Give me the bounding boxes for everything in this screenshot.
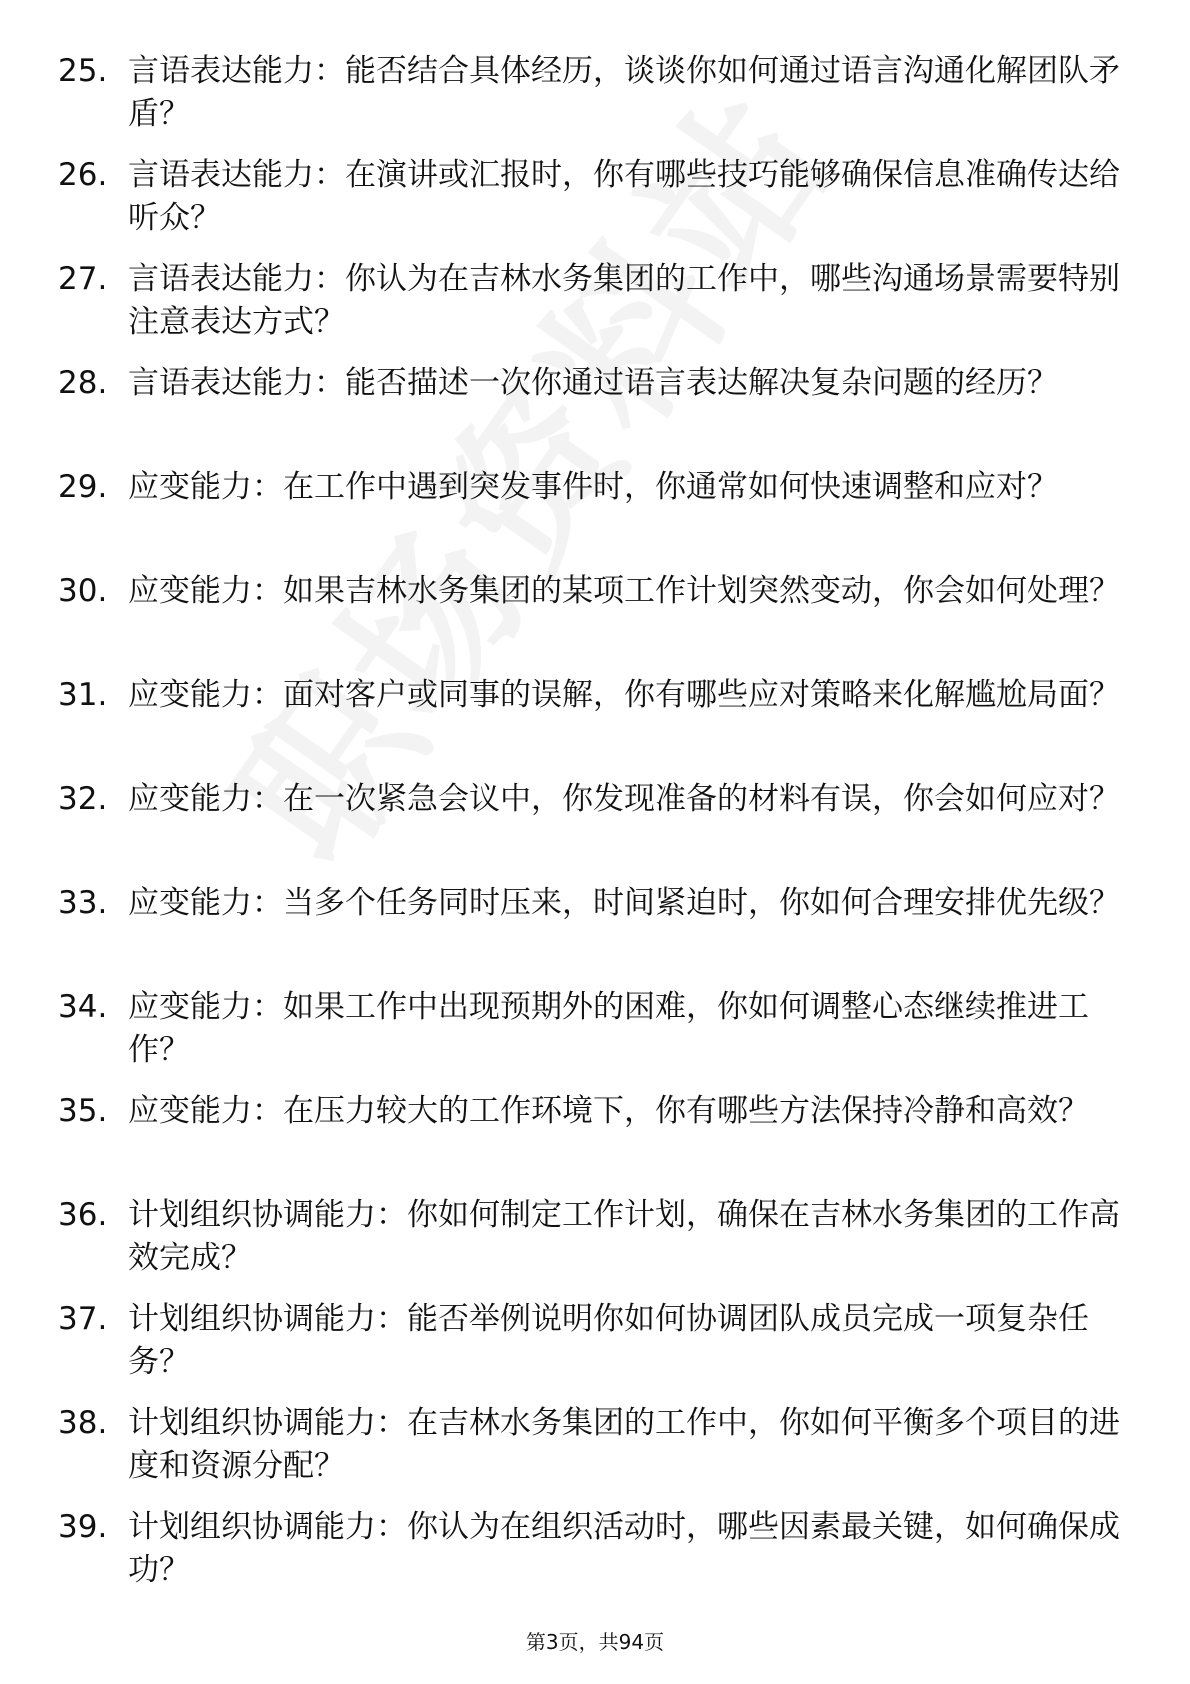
question-item: [0, 986, 1190, 1090]
question-number: 39.: [58, 1509, 108, 1545]
question-text: 言语表达能力：在演讲或汇报时，你有哪些技巧能够确保信息准确传达给听众？: [128, 157, 1120, 236]
question-item: [0, 1298, 1190, 1402]
question-item: [0, 570, 1190, 674]
question-list: [0, 50, 1190, 1610]
question-text: 应变能力：在一次紧急会议中，你发现准备的材料有误，你会如何应对？: [128, 781, 1120, 817]
question-text: 言语表达能力：能否描述一次你通过语言表达解决复杂问题的经历？: [128, 365, 1058, 401]
question-item: [0, 50, 1190, 154]
question-number: 37.: [58, 1301, 108, 1337]
question-text: 应变能力：面对客户或同事的误解，你有哪些应对策略来化解尴尬局面？: [128, 677, 1120, 713]
question-item: [0, 1402, 1190, 1506]
question-text: 言语表达能力：能否结合具体经历，谈谈你如何通过语言沟通化解团队矛盾？: [128, 53, 1120, 132]
question-number: 29.: [58, 469, 108, 505]
question-item: [0, 362, 1190, 466]
question-number: 26.: [58, 157, 108, 193]
question-text: 计划组织协调能力：能否举例说明你如何协调团队成员完成一项复杂任务？: [128, 1301, 1089, 1380]
question-text: 言语表达能力：你认为在吉林水务集团的工作中，哪些沟通场景需要特别注意表达方式？: [128, 261, 1120, 340]
question-item: [0, 882, 1190, 986]
question-number: 35.: [58, 1093, 108, 1129]
question-number: 27.: [58, 261, 108, 297]
question-item: [0, 258, 1190, 362]
question-item: [0, 1506, 1190, 1610]
question-number: 25.: [58, 53, 108, 89]
question-item: [0, 778, 1190, 882]
question-text: 应变能力：在工作中遇到突发事件时，你通常如何快速调整和应对？: [128, 469, 1058, 505]
question-number: 32.: [58, 781, 108, 817]
question-number: 38.: [58, 1405, 108, 1441]
question-number: 28.: [58, 365, 108, 401]
question-number: 34.: [58, 989, 108, 1025]
question-item: [0, 466, 1190, 570]
question-text: 应变能力：在压力较大的工作环境下，你有哪些方法保持冷静和高效？: [128, 1093, 1089, 1129]
question-text: 计划组织协调能力：你认为在组织活动时，哪些因素最关键，如何确保成功？: [128, 1509, 1120, 1588]
question-text: 应变能力：如果吉林水务集团的某项工作计划突然变动，你会如何处理？: [128, 573, 1120, 609]
page-footer: 第3页，共94页: [525, 1630, 665, 1654]
question-number: 31.: [58, 677, 108, 713]
question-number: 30.: [58, 573, 108, 609]
question-item: [0, 154, 1190, 258]
question-text: 计划组织协调能力：在吉林水务集团的工作中，你如何平衡多个项目的进度和资源分配？: [128, 1405, 1120, 1484]
question-number: 33.: [58, 885, 108, 921]
question-number: 36.: [58, 1197, 108, 1233]
question-item: [0, 1194, 1190, 1298]
question-text: 应变能力：如果工作中出现预期外的困难，你如何调整心态继续推进工作？: [128, 989, 1089, 1068]
question-text: 计划组织协调能力：你如何制定工作计划，确保在吉林水务集团的工作高效完成？: [128, 1197, 1120, 1276]
question-item: [0, 674, 1190, 778]
question-text: 应变能力：当多个任务同时压来，时间紧迫时，你如何合理安排优先级？: [128, 885, 1120, 921]
question-item: [0, 1090, 1190, 1194]
